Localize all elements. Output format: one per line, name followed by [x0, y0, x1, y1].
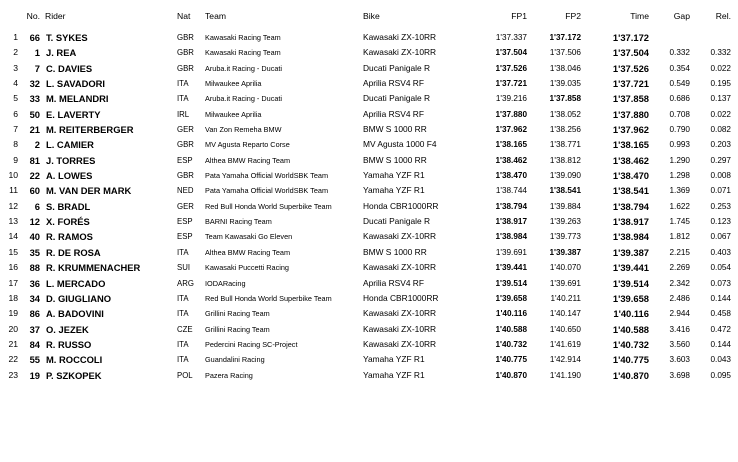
fp2-cell: 1'39.035	[549, 79, 581, 89]
nat-cell: GER	[177, 125, 194, 135]
time-cell: 1'37.172	[612, 32, 649, 43]
position-cell: 21	[8, 338, 18, 349]
rider-cell: J. REA	[46, 47, 77, 59]
fp2-cell: 1'39.263	[549, 217, 581, 227]
rider-cell: P. SZKOPEK	[46, 369, 102, 381]
nat-cell: ITA	[177, 94, 189, 104]
rel-cell: 0.022	[710, 109, 731, 119]
gap-cell: 2.944	[669, 309, 690, 319]
fp2-cell: 1'37.172	[549, 33, 581, 42]
time-cell: 1'37.526	[612, 62, 649, 74]
number-cell: 12	[29, 216, 40, 228]
nat-cell: IRL	[177, 109, 190, 119]
time-cell: 1'38.984	[612, 231, 649, 243]
fp1-cell: 1'37.504	[495, 48, 527, 58]
table-row	[0, 76, 738, 91]
bike-cell: Kawasaki ZX-10RR	[363, 231, 437, 242]
table-row	[0, 352, 738, 367]
fp2-cell: 1'37.506	[549, 48, 581, 58]
bike-cell: BMW S 1000 RR	[363, 154, 427, 165]
table-row	[0, 229, 738, 244]
time-cell: 1'39.441	[612, 262, 649, 274]
fp2-cell: 1'38.046	[549, 63, 581, 73]
fp2-cell: 1'38.771	[549, 140, 581, 150]
bike-cell: Honda CBR1000RR	[363, 292, 439, 303]
team-cell: Milwaukee Aprilia	[205, 109, 262, 119]
fp1-cell: 1'40.116	[495, 309, 527, 319]
rel-cell: 0.195	[710, 79, 731, 89]
table-row	[0, 183, 738, 198]
position-cell: 19	[8, 308, 18, 319]
rider-cell: R. RUSSO	[46, 338, 92, 350]
bike-cell: Yamaha YZF R1	[363, 354, 425, 365]
position-cell: 8	[13, 139, 18, 150]
number-cell: 33	[29, 93, 40, 105]
team-cell: Pedercini Racing SC-Project	[205, 339, 298, 349]
fp2-cell: 1'39.090	[549, 171, 581, 181]
gap-cell: 3.560	[669, 339, 690, 349]
position-cell: 13	[8, 216, 18, 227]
time-cell: 1'37.880	[612, 108, 649, 120]
rel-cell: 0.203	[710, 140, 731, 150]
time-cell: 1'37.858	[612, 93, 649, 105]
rider-cell: L. CAMIER	[46, 139, 94, 151]
number-cell: 2	[34, 139, 40, 151]
gap-cell: 2.486	[669, 293, 690, 303]
gap-cell: 0.354	[669, 63, 690, 73]
position-cell: 16	[8, 262, 18, 273]
rel-cell: 0.144	[710, 293, 731, 303]
position-cell: 5	[13, 93, 18, 104]
bike-cell: Kawasaki ZX-10RR	[363, 47, 437, 58]
position-cell: 22	[8, 354, 18, 365]
rel-cell: 0.043	[710, 355, 731, 365]
rider-cell: C. DAVIES	[46, 62, 93, 74]
rider-cell: E. LAVERTY	[46, 108, 101, 120]
time-cell: 1'40.588	[612, 323, 649, 335]
nat-cell: GBR	[177, 171, 194, 181]
rider-cell: M. ROCCOLI	[46, 354, 103, 366]
position-cell: 6	[13, 108, 18, 119]
nat-cell: GER	[177, 201, 194, 211]
number-cell: 34	[29, 292, 40, 304]
nat-cell: ITA	[177, 247, 189, 257]
number-cell: 7	[34, 62, 40, 74]
number-cell: 6	[34, 200, 40, 212]
time-cell: 1'37.721	[612, 78, 649, 90]
team-cell: Kawasaki Racing Team	[205, 48, 281, 58]
fp1-cell: 1'37.721	[495, 79, 527, 89]
bike-cell: Kawasaki ZX-10RR	[363, 308, 437, 319]
table-row	[0, 291, 738, 306]
team-cell: Pata Yamaha Official WorldSBK Team	[205, 171, 329, 181]
number-cell: 55	[29, 354, 40, 366]
team-cell: Team Kawasaki Go Eleven	[205, 232, 293, 242]
fp2-cell: 1'37.858	[549, 94, 581, 104]
fp2-cell: 1'40.070	[549, 263, 581, 273]
rel-cell: 0.071	[710, 186, 731, 196]
fp1-cell: 1'39.658	[495, 293, 527, 303]
position-cell: 11	[9, 185, 18, 196]
team-cell: BARNI Racing Team	[205, 217, 272, 227]
nat-cell: GBR	[177, 140, 194, 150]
team-cell: Grillini Racing Team	[205, 324, 270, 334]
rel-cell: 0.022	[710, 63, 731, 73]
nat-cell: GBR	[177, 63, 194, 73]
number-cell: 36	[29, 277, 40, 289]
number-cell: 1	[34, 47, 40, 59]
rel-cell: 0.054	[710, 263, 731, 273]
fp1-cell: 1'38.470	[495, 171, 527, 181]
fp1-cell: 1'40.775	[495, 355, 527, 365]
nat-cell: ITA	[177, 339, 189, 349]
time-cell: 1'39.387	[612, 246, 649, 258]
fp2-cell: 1'39.387	[549, 247, 581, 257]
bike-cell: Kawasaki ZX-10RR	[363, 32, 437, 42]
fp1-cell: 1'38.744	[495, 186, 527, 196]
header-team: Team	[205, 11, 227, 21]
rel-cell: 0.472	[710, 324, 731, 334]
bike-cell: BMW S 1000 RR	[363, 124, 427, 135]
number-cell: 60	[29, 185, 40, 197]
position-cell: 4	[13, 78, 18, 89]
fp2-cell: 1'40.211	[550, 293, 581, 303]
fp1-cell: 1'39.441	[495, 263, 527, 273]
bike-cell: Ducati Panigale R	[363, 216, 431, 227]
team-cell: IODARacing	[205, 278, 246, 288]
team-cell: Pazera Racing	[205, 370, 253, 380]
bike-cell: Aprilia RSV4 RF	[363, 108, 424, 119]
nat-cell: CZE	[177, 324, 193, 334]
header-no: No.	[26, 11, 40, 21]
gap-cell: 2.269	[669, 263, 690, 273]
number-cell: 86	[29, 308, 40, 320]
gap-cell: 0.993	[669, 140, 690, 150]
number-cell: 37	[29, 323, 40, 335]
time-cell: 1'38.794	[612, 200, 649, 212]
header-rider: Rider	[45, 11, 66, 21]
position-cell: 14	[8, 231, 18, 242]
gap-cell: 0.332	[669, 48, 690, 58]
nat-cell: POL	[177, 370, 193, 380]
gap-cell: 3.416	[669, 324, 690, 334]
fp1-cell: 1'38.917	[495, 217, 527, 227]
gap-cell: 1.622	[669, 201, 690, 211]
fp2-cell: 1'38.256	[549, 125, 581, 135]
team-cell: Red Bull Honda World Superbike Team	[205, 293, 332, 303]
number-cell: 40	[29, 231, 40, 243]
gap-cell: 3.698	[669, 370, 690, 380]
number-cell: 84	[29, 338, 40, 350]
team-cell: Aruba.it Racing - Ducati	[205, 63, 283, 73]
position-cell: 3	[13, 62, 18, 73]
position-cell: 12	[8, 200, 18, 211]
fp1-cell: 1'39.514	[495, 278, 527, 288]
rider-cell: S. BRADL	[46, 200, 91, 212]
time-cell: 1'38.165	[612, 139, 649, 151]
table-row	[0, 214, 738, 229]
table-row	[0, 276, 738, 291]
rel-cell: 0.082	[710, 125, 731, 135]
position-cell: 20	[8, 323, 18, 334]
time-cell: 1'38.462	[612, 154, 649, 166]
team-cell: Aruba.it Racing - Ducati	[205, 94, 283, 104]
gap-cell: 2.215	[669, 247, 690, 257]
nat-cell: ESP	[177, 155, 193, 165]
fp2-cell: 1'40.650	[549, 324, 581, 334]
header-rel: Rel.	[715, 11, 731, 21]
nat-cell: ARG	[177, 278, 194, 288]
number-cell: 22	[29, 170, 40, 182]
table-row	[0, 137, 738, 152]
bike-cell: Yamaha YZF R1	[363, 369, 425, 380]
rider-cell: R. DE ROSA	[46, 246, 101, 258]
rider-cell: D. GIUGLIANO	[46, 292, 112, 304]
table-row	[0, 199, 738, 214]
rider-cell: R. KRUMMENACHER	[46, 262, 141, 274]
header-time: Time	[630, 11, 649, 21]
fp1-cell: 1'37.337	[495, 33, 527, 42]
bike-cell: Yamaha YZF R1	[363, 185, 425, 196]
time-cell: 1'40.775	[612, 354, 649, 366]
position-cell: 23	[8, 369, 18, 380]
rel-cell: 0.332	[710, 48, 731, 58]
rider-cell: J. TORRES	[46, 154, 96, 166]
gap-cell: 0.686	[669, 94, 690, 104]
fp1-cell: 1'40.588	[495, 324, 527, 334]
number-cell: 35	[29, 246, 40, 258]
fp2-cell: 1'40.147	[549, 309, 581, 319]
fp2-cell: 1'38.812	[549, 155, 581, 165]
bike-cell: Honda CBR1000RR	[363, 200, 439, 211]
team-cell: Althea BMW Racing Team	[205, 247, 291, 257]
rider-cell: T. SYKES	[46, 32, 88, 43]
rel-cell: 0.253	[710, 201, 731, 211]
nat-cell: GBR	[177, 48, 194, 58]
gap-cell: 1.369	[669, 186, 690, 196]
gap-cell: 2.342	[669, 278, 690, 288]
table-header	[0, 9, 738, 23]
time-cell: 1'40.732	[612, 338, 649, 350]
team-cell: Kawasaki Racing Team	[205, 33, 281, 42]
rel-cell: 0.073	[710, 278, 731, 288]
bike-cell: Yamaha YZF R1	[363, 170, 425, 181]
nat-cell: ITA	[177, 355, 189, 365]
fp2-cell: 1'38.052	[549, 109, 581, 119]
fp1-cell: 1'40.870	[495, 370, 527, 380]
number-cell: 21	[29, 124, 40, 136]
fp1-cell: 1'39.216	[495, 94, 527, 104]
header-gap: Gap	[673, 11, 690, 21]
table-row	[0, 122, 738, 137]
team-cell: MV Agusta Reparto Corse	[205, 140, 290, 150]
header-nat: Nat	[177, 11, 191, 21]
position-cell: 18	[8, 292, 18, 303]
fp2-cell: 1'41.190	[549, 370, 581, 380]
rider-cell: A. LOWES	[46, 170, 93, 182]
rider-cell: M. VAN DER MARK	[46, 185, 132, 197]
fp1-cell: 1'39.691	[495, 247, 527, 257]
fp2-cell: 1'39.773	[549, 232, 581, 242]
table-row	[0, 260, 738, 275]
gap-cell: 1.745	[669, 217, 690, 227]
gap-cell: 0.790	[669, 125, 690, 135]
results-table	[0, 30, 738, 383]
rider-cell: L. SAVADORI	[46, 78, 106, 90]
bike-cell: Aprilia RSV4 RF	[363, 78, 424, 89]
fp1-cell: 1'38.794	[495, 201, 527, 211]
position-cell: 1	[13, 32, 18, 42]
time-cell: 1'37.962	[612, 124, 649, 136]
fp1-cell: 1'40.732	[495, 339, 527, 349]
team-cell: Althea BMW Racing Team	[205, 155, 291, 165]
rider-cell: O. JEZEK	[46, 323, 89, 335]
gap-cell: 1.298	[669, 171, 690, 181]
number-cell: 66	[29, 32, 40, 43]
time-cell: 1'38.917	[612, 216, 649, 228]
team-cell: Red Bull Honda World Superbike Team	[205, 201, 332, 211]
fp2-cell: 1'39.884	[549, 201, 581, 211]
table-row	[0, 168, 738, 183]
gap-cell: 1.812	[669, 232, 690, 242]
bike-cell: Kawasaki ZX-10RR	[363, 323, 437, 334]
nat-cell: ITA	[177, 79, 189, 89]
fp2-cell: 1'39.691	[549, 278, 581, 288]
header-fp2: FP2	[565, 11, 581, 21]
rel-cell: 0.297	[710, 155, 731, 165]
fp1-cell: 1'38.165	[495, 140, 527, 150]
position-cell: 17	[8, 277, 18, 288]
gap-cell: 1.290	[669, 155, 690, 165]
nat-cell: ITA	[177, 309, 189, 319]
bike-cell: Ducati Panigale R	[363, 93, 431, 104]
time-cell: 1'38.541	[612, 185, 649, 197]
table-row	[0, 322, 738, 337]
rider-cell: M. MELANDRI	[46, 93, 109, 105]
time-cell: 1'37.504	[612, 47, 649, 59]
team-cell: Milwaukee Aprilia	[205, 79, 262, 89]
header-bike: Bike	[363, 11, 380, 21]
bike-cell: BMW S 1000 RR	[363, 246, 427, 257]
nat-cell: ESP	[177, 217, 193, 227]
team-cell: Kawasaki Puccetti Racing	[205, 263, 289, 273]
bike-cell: MV Agusta 1000 F4	[363, 139, 437, 150]
fp1-cell: 1'38.462	[495, 155, 527, 165]
time-cell: 1'40.116	[613, 308, 649, 320]
bike-cell: Ducati Panigale R	[363, 62, 431, 73]
table-row	[0, 368, 738, 383]
bike-cell: Aprilia RSV4 RF	[363, 277, 424, 288]
rider-cell: M. REITERBERGER	[46, 124, 134, 136]
rider-cell: X. FORÉS	[46, 216, 90, 228]
table-row	[0, 337, 738, 352]
rider-cell: A. BADOVINI	[46, 308, 104, 320]
number-cell: 88	[29, 262, 40, 274]
number-cell: 19	[29, 369, 40, 381]
nat-cell: SUI	[177, 263, 190, 273]
header-fp1: FP1	[511, 11, 527, 21]
gap-cell: 0.549	[669, 79, 690, 89]
bike-cell: Kawasaki ZX-10RR	[363, 338, 437, 349]
table-row	[0, 30, 738, 45]
bike-cell: Kawasaki ZX-10RR	[363, 262, 437, 273]
table-row	[0, 107, 738, 122]
time-cell: 1'39.514	[612, 277, 649, 289]
fp1-cell: 1'37.880	[495, 109, 527, 119]
gap-cell: 3.603	[669, 355, 690, 365]
rel-cell: 0.008	[710, 171, 731, 181]
table-row	[0, 306, 738, 321]
rider-cell: R. RAMOS	[46, 231, 93, 243]
number-cell: 32	[29, 78, 40, 90]
rel-cell: 0.403	[710, 247, 731, 257]
rel-cell: 0.458	[710, 309, 731, 319]
position-cell: 15	[8, 246, 18, 257]
number-cell: 81	[29, 154, 40, 166]
fp1-cell: 1'38.984	[495, 232, 527, 242]
rel-cell: 0.123	[710, 217, 731, 227]
nat-cell: ESP	[177, 232, 193, 242]
nat-cell: ITA	[177, 293, 189, 303]
rel-cell: 0.067	[710, 232, 731, 242]
gap-cell: 0.708	[669, 109, 690, 119]
position-cell: 7	[13, 124, 18, 135]
fp1-cell: 1'37.526	[495, 63, 527, 73]
time-cell: 1'38.470	[612, 170, 649, 182]
rider-cell: L. MERCADO	[46, 277, 106, 289]
rel-cell: 0.095	[710, 370, 731, 380]
table-row	[0, 153, 738, 168]
table-row	[0, 45, 738, 60]
position-cell: 2	[13, 47, 18, 58]
position-cell: 10	[8, 170, 18, 181]
rel-cell: 0.137	[710, 94, 731, 104]
fp2-cell: 1'41.619	[549, 339, 581, 349]
team-cell: Guandalini Racing	[205, 355, 265, 365]
fp2-cell: 1'42.914	[549, 355, 581, 365]
team-cell: Grillini Racing Team	[205, 309, 270, 319]
nat-cell: NED	[177, 186, 194, 196]
time-cell: 1'39.658	[612, 292, 649, 304]
time-cell: 1'40.870	[612, 369, 649, 381]
team-cell: Pata Yamaha Official WorldSBK Team	[205, 186, 329, 196]
table-row	[0, 61, 738, 76]
fp1-cell: 1'37.962	[495, 125, 527, 135]
team-cell: Van Zon Remeha BMW	[205, 125, 282, 135]
table-row	[0, 91, 738, 106]
number-cell: 50	[29, 108, 40, 120]
table-row	[0, 245, 738, 260]
fp2-cell: 1'38.541	[549, 186, 581, 196]
nat-cell: GBR	[177, 33, 194, 42]
rel-cell: 0.144	[710, 339, 731, 349]
position-cell: 9	[13, 154, 18, 165]
